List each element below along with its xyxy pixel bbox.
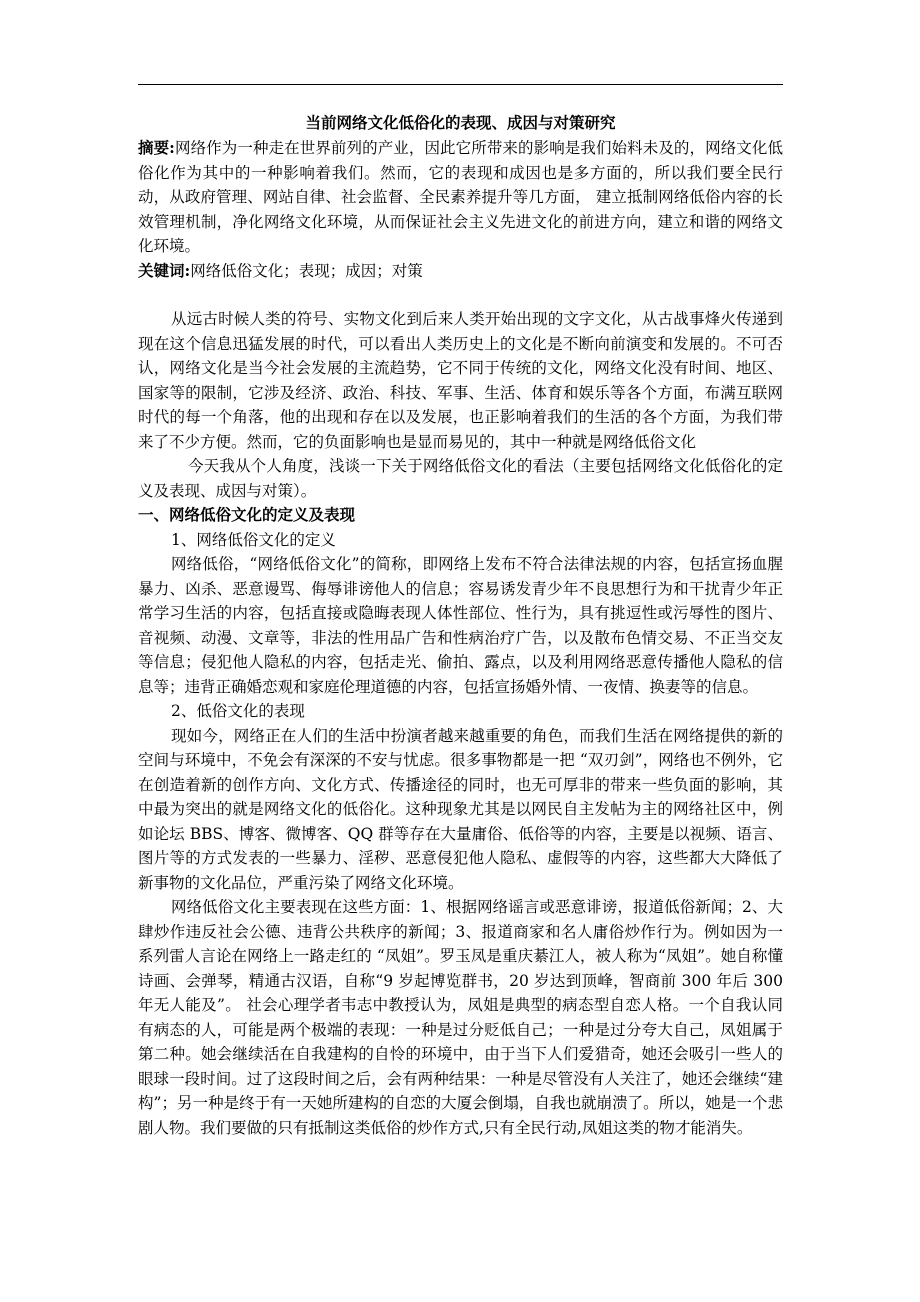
subsection-1-body: 网络低俗，“网络低俗文化”的简称，即网络上发布不符合法律法规的内容，包括宣扬血腥暴力、凶杀、恶意谩骂、侮辱诽谤他人的信息；容易诱发青少年不良思想行为和干扰青少年正常学习生活的内容，包括直接或隐晦表现人体性部位、性行为，具有挑逗性或污辱性的图片、音视频、动漫、文章等，非法的性用品广告和性病治疗广告，以及散布色情交易、不正当交友等信息；侵犯他人隐私的内容，包括走光、偷拍、露点，以及利用网络恶意传播他人隐私的信息等；违背正确婚恋观和家庭伦理道德的内容，包括宣扬婚外情、一夜情、换妻等的信息。 [138, 555, 783, 696]
subsection-2-heading: 2、低俗文化的表现 [171, 702, 305, 720]
abstract-text: 网络作为一种走在世界前列的产业，因此它所带来的影响是我们始料未及的，网络文化低俗化作为其中的一种影响着我们。然而，它的表现和成因也是多方面的，所以我们要全民行动，从政府管理、网站自律、社会监督、全民素养提升等几方面， 建立抵制网络低俗内容的长效管理机制，净化网络文化环境，从而保证社会主义先进文化的前进方向，建立和谐的网络文化环境。 [138, 139, 783, 255]
subsection-1-heading: 1、网络低俗文化的定义 [171, 530, 336, 549]
intro-paragraph-1: 从远古时候人类的符号、实物文化到后来人类开始出现的文字文化，从古战事烽火传递到现在这个信息迅猛发展的时代，可以看出人类历史上的文化是不断向前演变和发展的。不可否认，网络文化是当今社会发展的主流趋势，它不同于传统的文化，网络文化没有时间、地区、国家等的限制，它涉及经济、政治、科技、军事、生活、体育和娱乐等各个方面，布满互联网时代的每一个角落，他的出现和存在以及发展，也正影响着我们的生活的各个方面，为我们带来了不少方便。然而，它的负面影响也是显而易见的，其中一种就是网络低俗文化 [138, 310, 783, 451]
spacer [138, 283, 783, 307]
intro-paragraph-2: 今天我从个人角度，浅谈一下关于网络低俗文化的看法（主要包括网络文化低俗化的定义及表现、成因与对策）。 [138, 457, 783, 500]
keywords-paragraph [138, 259, 783, 284]
subsection-2-body-1: 现如今，网络正在人们的生活中扮演者越来越重要的角色，而我们生活在网络提供的新的空间与环境中，不免会有深深的不安与忧虑。很多事物都是一把 “双刃剑”，网络也不例外，它在创造着新的创作方向、文化方式、传播途径的同时，也无可厚非的带来一些负面的影响，其中最为突出的就是网络文化的低俗化。这种现象尤其是以网民自主发帖为主的网络社区中，例如论坛 BBS、博客、微博客、QQ 群等存在大量庸俗、低俗等的内容，主要是以视频、语言、图片等的方式发表的一些暴力、淫秽、恶意侵犯他人隐私、虚假等的内容，这些都大大降低了新事物的文化品位，严重污染了网络文化环境。 [138, 726, 783, 892]
keywords-label: 关键词: [138, 260, 191, 280]
subsection-2-body-2: 网络低俗文化主要表现在这些方面：1、根据网络谣言或恶意诽谤，报道低俗新闻；2、大肆炒作违反社会公德、违背公共秩序的新闻；3、报道商家和名人庸俗炒作行为。例如因为一系列雷人言论在网络上一路走红的 “凤姐”。罗玉凤是重庆綦江人，被人称为“凤姐”。她自称懂诗画、会弹琴，精通古汉语，自称“9 岁起博览群书，20 岁达到顶峰，智商前 300 年后 300 年无人能及”。 社会心理学者韦志中教授认为，凤姐是典型的病态型自恋人格。一个自我认同有病态的人，可能是两个极端的表现：一种是过分贬低自己；一种是过分夸大自己，凤姐属于第二种。她会继续活在自我建构的自怜的环境中，由于当下人们爱猎奇，她还会吸引一些人的眼球一段时间。过了这段时间之后，会有两种结果：一种是尽管没有人关注了，她还会继续“建构”；另一种是终于有一天她所建构的自恋的大厦会倒塌，自我也就崩溃了。所以，她是一个悲剧人物。我们要做的只有抵制这类低俗的炒作方式,只有全民行动,凤姐这类的物才能消失。 [138, 898, 783, 1137]
header-rule [138, 84, 783, 85]
keywords-text: 网络低俗文化；表现；成因；对策 [190, 261, 423, 280]
page-title: 当前网络文化低俗化的表现、成因与对策研究 [305, 113, 616, 132]
section-1-heading: 一、网络低俗文化的定义及表现 [138, 505, 356, 524]
document-page [138, 110, 783, 1140]
abstract-label: 摘要: [138, 138, 175, 157]
abstract-paragraph [138, 136, 783, 259]
